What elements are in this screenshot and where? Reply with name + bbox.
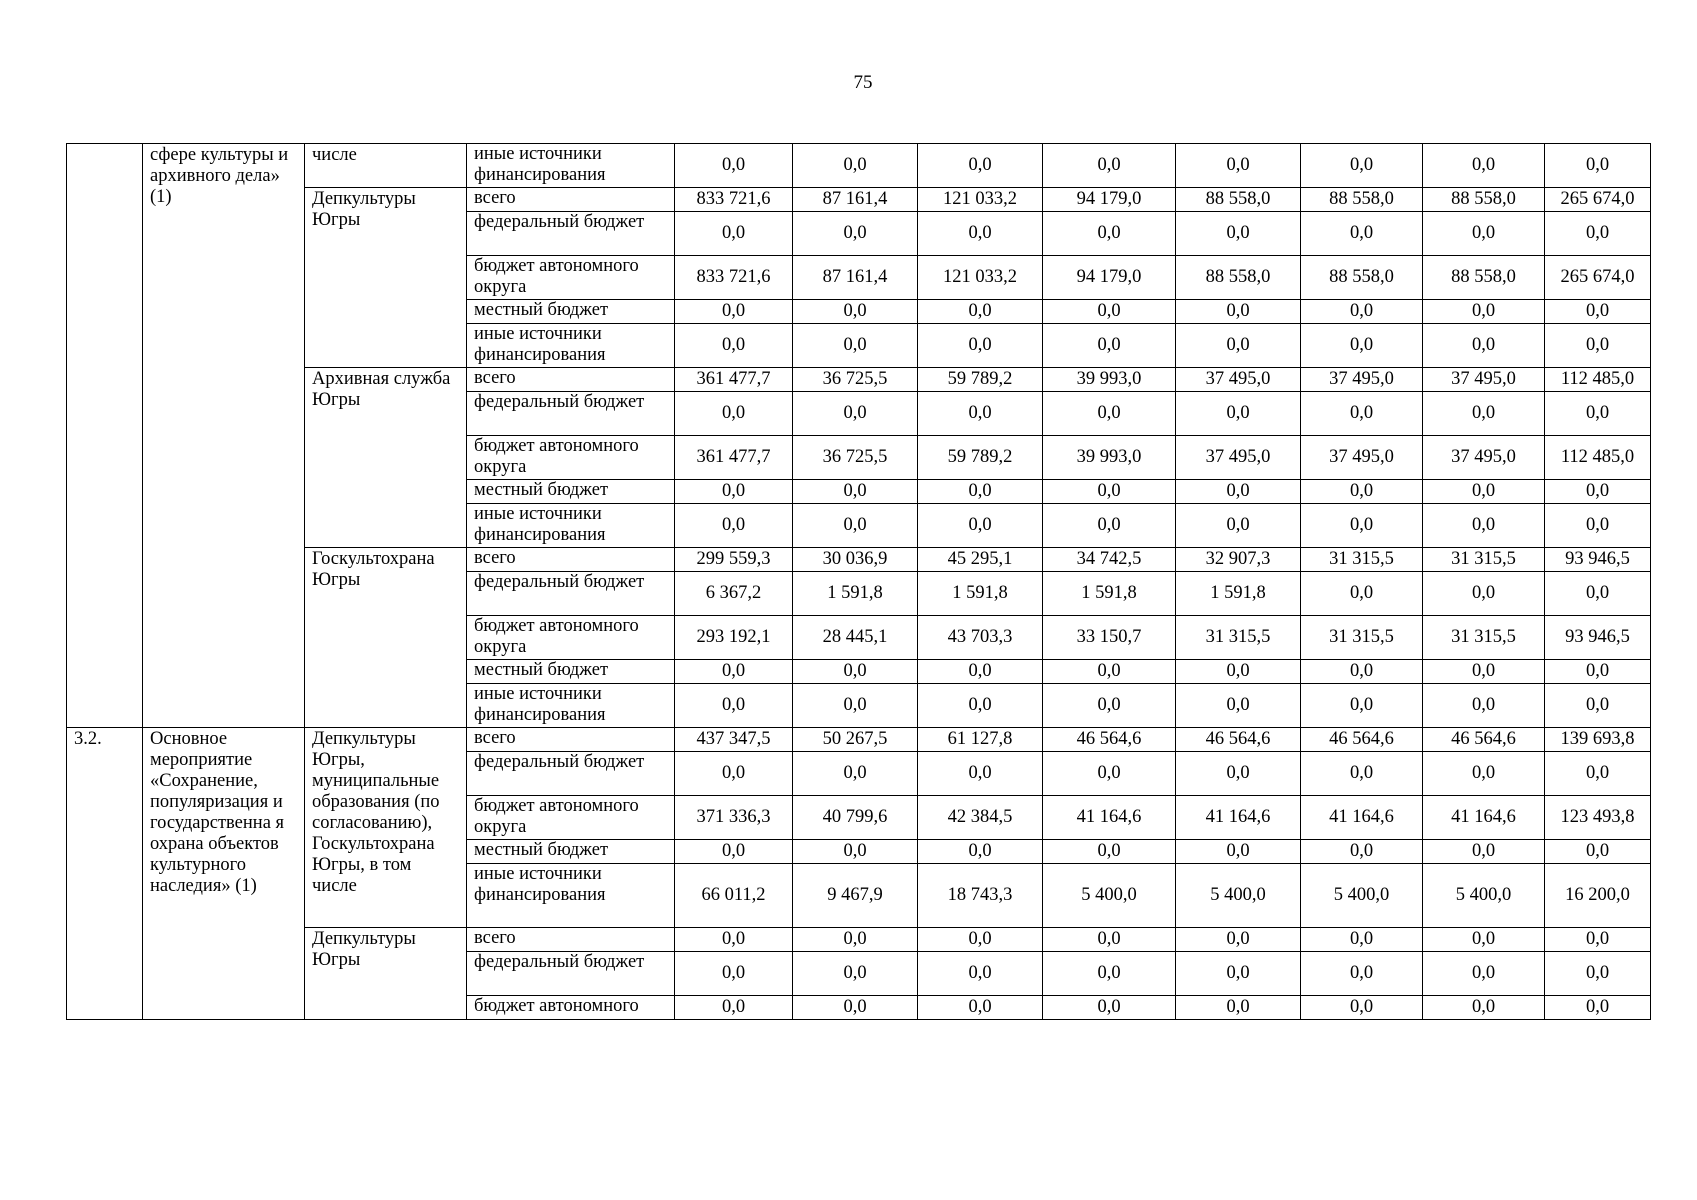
value-cell: 0,0 [1176, 480, 1301, 504]
value-cell: 45 295,1 [918, 548, 1043, 572]
financing-table [66, 143, 1651, 1020]
value-cell: 0,0 [675, 840, 793, 864]
value-cell: 0,0 [1545, 996, 1651, 1020]
value-cell: 0,0 [1545, 840, 1651, 864]
value-cell: 37 495,0 [1176, 436, 1301, 480]
source-cell: всего [467, 368, 675, 392]
table-row [67, 728, 1651, 752]
value-cell: 121 033,2 [918, 188, 1043, 212]
value-cell: 293 192,1 [675, 616, 793, 660]
value-cell: 0,0 [918, 660, 1043, 684]
value-cell: 0,0 [918, 840, 1043, 864]
value-cell: 361 477,7 [675, 368, 793, 392]
value-cell: 88 558,0 [1176, 188, 1301, 212]
value-cell: 361 477,7 [675, 436, 793, 480]
value-cell: 0,0 [1043, 324, 1176, 368]
value-cell: 33 150,7 [1043, 616, 1176, 660]
value-cell: 0,0 [918, 504, 1043, 548]
source-cell: всего [467, 728, 675, 752]
value-cell: 46 564,6 [1301, 728, 1423, 752]
value-cell: 833 721,6 [675, 188, 793, 212]
value-cell: 0,0 [1423, 480, 1545, 504]
value-cell: 0,0 [1176, 504, 1301, 548]
value-cell: 39 993,0 [1043, 436, 1176, 480]
value-cell: 0,0 [918, 392, 1043, 436]
value-cell: 0,0 [1545, 660, 1651, 684]
value-cell: 0,0 [1423, 952, 1545, 996]
table-row [67, 144, 1651, 188]
value-cell: 0,0 [918, 952, 1043, 996]
value-cell: 0,0 [1043, 840, 1176, 864]
value-cell: 93 946,5 [1545, 616, 1651, 660]
value-cell: 16 200,0 [1545, 864, 1651, 928]
value-cell: 94 179,0 [1043, 256, 1176, 300]
value-cell: 265 674,0 [1545, 188, 1651, 212]
value-cell: 37 495,0 [1301, 436, 1423, 480]
source-cell: федеральный бюджет [467, 212, 675, 256]
value-cell: 139 693,8 [1545, 728, 1651, 752]
value-cell: 37 495,0 [1423, 368, 1545, 392]
value-cell: 0,0 [1423, 684, 1545, 728]
number-cell: 3.2. [67, 728, 143, 1020]
value-cell: 66 011,2 [675, 864, 793, 928]
value-cell: 0,0 [918, 300, 1043, 324]
value-cell: 0,0 [1176, 840, 1301, 864]
value-cell: 0,0 [675, 324, 793, 368]
value-cell: 0,0 [1301, 952, 1423, 996]
value-cell: 88 558,0 [1301, 188, 1423, 212]
value-cell: 0,0 [675, 660, 793, 684]
value-cell: 0,0 [1176, 684, 1301, 728]
value-cell: 61 127,8 [918, 728, 1043, 752]
value-cell: 0,0 [1176, 996, 1301, 1020]
value-cell: 0,0 [1545, 684, 1651, 728]
value-cell: 39 993,0 [1043, 368, 1176, 392]
value-cell: 0,0 [1176, 212, 1301, 256]
source-cell: иные источники финансирования [467, 504, 675, 548]
value-cell: 31 315,5 [1423, 548, 1545, 572]
value-cell: 0,0 [675, 952, 793, 996]
value-cell: 833 721,6 [675, 256, 793, 300]
value-cell: 0,0 [1301, 572, 1423, 616]
value-cell: 0,0 [918, 212, 1043, 256]
responsible-cell: Госкультохрана Югры [305, 548, 467, 728]
value-cell: 0,0 [793, 952, 918, 996]
value-cell: 0,0 [1423, 504, 1545, 548]
value-cell: 0,0 [1545, 480, 1651, 504]
value-cell: 1 591,8 [918, 572, 1043, 616]
value-cell: 36 725,5 [793, 436, 918, 480]
value-cell: 34 742,5 [1043, 548, 1176, 572]
value-cell: 0,0 [918, 684, 1043, 728]
value-cell: 112 485,0 [1545, 436, 1651, 480]
source-cell: местный бюджет [467, 660, 675, 684]
value-cell: 0,0 [1301, 684, 1423, 728]
value-cell: 18 743,3 [918, 864, 1043, 928]
source-cell: иные источники финансирования [467, 144, 675, 188]
value-cell: 0,0 [1301, 752, 1423, 796]
value-cell: 1 591,8 [1043, 572, 1176, 616]
value-cell: 46 564,6 [1043, 728, 1176, 752]
responsible-cell: Архивная служба Югры [305, 368, 467, 548]
value-cell: 121 033,2 [918, 256, 1043, 300]
source-cell: федеральный бюджет [467, 392, 675, 436]
program-cell: сфере культуры и архивного дела» (1) [143, 144, 305, 728]
value-cell: 37 495,0 [1423, 436, 1545, 480]
source-cell: федеральный бюджет [467, 952, 675, 996]
value-cell: 36 725,5 [793, 368, 918, 392]
value-cell: 0,0 [1545, 504, 1651, 548]
source-cell: бюджет автономного [467, 996, 675, 1020]
value-cell: 0,0 [1043, 392, 1176, 436]
value-cell: 41 164,6 [1301, 796, 1423, 840]
value-cell: 0,0 [1301, 212, 1423, 256]
table-row [67, 548, 1651, 572]
value-cell: 28 445,1 [793, 616, 918, 660]
value-cell: 43 703,3 [918, 616, 1043, 660]
value-cell: 0,0 [1301, 660, 1423, 684]
value-cell: 0,0 [1423, 660, 1545, 684]
value-cell: 87 161,4 [793, 188, 918, 212]
value-cell: 0,0 [1545, 144, 1651, 188]
source-cell: местный бюджет [467, 480, 675, 504]
value-cell: 0,0 [793, 660, 918, 684]
value-cell: 112 485,0 [1545, 368, 1651, 392]
value-cell: 0,0 [1043, 144, 1176, 188]
value-cell: 41 164,6 [1176, 796, 1301, 840]
value-cell: 40 799,6 [793, 796, 918, 840]
value-cell: 0,0 [1423, 144, 1545, 188]
value-cell: 0,0 [1423, 392, 1545, 436]
value-cell: 0,0 [675, 684, 793, 728]
value-cell: 0,0 [675, 300, 793, 324]
value-cell: 46 564,6 [1423, 728, 1545, 752]
value-cell: 37 495,0 [1176, 368, 1301, 392]
value-cell: 0,0 [1043, 996, 1176, 1020]
number-cell [67, 144, 143, 728]
value-cell: 1 591,8 [1176, 572, 1301, 616]
value-cell: 0,0 [675, 212, 793, 256]
value-cell: 0,0 [793, 684, 918, 728]
value-cell: 30 036,9 [793, 548, 918, 572]
value-cell: 0,0 [1545, 212, 1651, 256]
value-cell: 31 315,5 [1176, 616, 1301, 660]
responsible-cell: Депкультуры Югры [305, 928, 467, 1020]
value-cell: 0,0 [675, 996, 793, 1020]
responsible-cell: Депкультуры Югры, муниципальные образования (по согласованию), Госкультохрана Югры, в том числе [305, 728, 467, 928]
value-cell: 0,0 [793, 144, 918, 188]
responsible-cell: числе [305, 144, 467, 188]
value-cell: 0,0 [1423, 752, 1545, 796]
value-cell: 0,0 [1043, 212, 1176, 256]
value-cell: 41 164,6 [1423, 796, 1545, 840]
source-cell: местный бюджет [467, 300, 675, 324]
table-body [67, 144, 1651, 1020]
value-cell: 0,0 [1545, 952, 1651, 996]
value-cell: 0,0 [1545, 572, 1651, 616]
value-cell: 31 315,5 [1423, 616, 1545, 660]
value-cell: 41 164,6 [1043, 796, 1176, 840]
value-cell: 31 315,5 [1301, 548, 1423, 572]
value-cell: 0,0 [1423, 300, 1545, 324]
value-cell: 0,0 [918, 996, 1043, 1020]
program-cell: Основное мероприятие «Сохранение, популяризация и государственна я охрана объектов культурного наследия» (1) [143, 728, 305, 1020]
responsible-cell: Депкультуры Югры [305, 188, 467, 368]
value-cell: 0,0 [1043, 752, 1176, 796]
value-cell: 0,0 [1423, 928, 1545, 952]
value-cell: 0,0 [793, 480, 918, 504]
value-cell: 0,0 [1176, 660, 1301, 684]
value-cell: 0,0 [1043, 660, 1176, 684]
value-cell: 0,0 [1043, 480, 1176, 504]
value-cell: 0,0 [793, 324, 918, 368]
source-cell: всего [467, 928, 675, 952]
value-cell: 0,0 [1043, 504, 1176, 548]
value-cell: 0,0 [918, 144, 1043, 188]
value-cell: 299 559,3 [675, 548, 793, 572]
value-cell: 50 267,5 [793, 728, 918, 752]
value-cell: 0,0 [1176, 952, 1301, 996]
value-cell: 0,0 [918, 324, 1043, 368]
value-cell: 0,0 [1423, 996, 1545, 1020]
value-cell: 88 558,0 [1423, 256, 1545, 300]
value-cell: 0,0 [1545, 752, 1651, 796]
table-row [67, 928, 1651, 952]
value-cell: 0,0 [1301, 928, 1423, 952]
value-cell: 0,0 [793, 212, 918, 256]
value-cell: 0,0 [793, 840, 918, 864]
value-cell: 0,0 [793, 504, 918, 548]
value-cell: 0,0 [1423, 212, 1545, 256]
value-cell: 0,0 [1301, 144, 1423, 188]
value-cell: 0,0 [1301, 392, 1423, 436]
value-cell: 0,0 [1545, 324, 1651, 368]
value-cell: 0,0 [1301, 300, 1423, 324]
value-cell: 32 907,3 [1176, 548, 1301, 572]
value-cell: 0,0 [793, 300, 918, 324]
value-cell: 0,0 [1423, 840, 1545, 864]
value-cell: 9 467,9 [793, 864, 918, 928]
value-cell: 0,0 [1176, 144, 1301, 188]
value-cell: 0,0 [1043, 952, 1176, 996]
value-cell: 0,0 [793, 996, 918, 1020]
value-cell: 0,0 [918, 480, 1043, 504]
value-cell: 0,0 [675, 928, 793, 952]
value-cell: 0,0 [1301, 996, 1423, 1020]
value-cell: 0,0 [1176, 324, 1301, 368]
source-cell: всего [467, 188, 675, 212]
value-cell: 0,0 [1176, 752, 1301, 796]
source-cell: иные источники финансирования [467, 864, 675, 928]
value-cell: 59 789,2 [918, 436, 1043, 480]
value-cell: 0,0 [1176, 300, 1301, 324]
value-cell: 0,0 [675, 504, 793, 548]
value-cell: 0,0 [793, 392, 918, 436]
value-cell: 88 558,0 [1176, 256, 1301, 300]
value-cell: 88 558,0 [1301, 256, 1423, 300]
source-cell: местный бюджет [467, 840, 675, 864]
table-row [67, 368, 1651, 392]
value-cell: 0,0 [918, 928, 1043, 952]
value-cell: 371 336,3 [675, 796, 793, 840]
value-cell: 0,0 [1545, 300, 1651, 324]
value-cell: 0,0 [793, 752, 918, 796]
page-number: 75 [853, 72, 873, 93]
value-cell: 6 367,2 [675, 572, 793, 616]
value-cell: 94 179,0 [1043, 188, 1176, 212]
value-cell: 437 347,5 [675, 728, 793, 752]
value-cell: 0,0 [1301, 480, 1423, 504]
source-cell: бюджет автономного округа [467, 436, 675, 480]
value-cell: 0,0 [675, 752, 793, 796]
value-cell: 0,0 [918, 752, 1043, 796]
source-cell: федеральный бюджет [467, 752, 675, 796]
value-cell: 5 400,0 [1423, 864, 1545, 928]
value-cell: 42 384,5 [918, 796, 1043, 840]
value-cell: 0,0 [1423, 324, 1545, 368]
value-cell: 0,0 [1301, 504, 1423, 548]
value-cell: 0,0 [1423, 572, 1545, 616]
value-cell: 88 558,0 [1423, 188, 1545, 212]
value-cell: 0,0 [675, 144, 793, 188]
value-cell: 0,0 [1176, 928, 1301, 952]
value-cell: 0,0 [1545, 928, 1651, 952]
value-cell: 0,0 [1043, 928, 1176, 952]
source-cell: федеральный бюджет [467, 572, 675, 616]
table-row [67, 188, 1651, 212]
source-cell: иные источники финансирования [467, 324, 675, 368]
value-cell: 123 493,8 [1545, 796, 1651, 840]
value-cell: 5 400,0 [1301, 864, 1423, 928]
value-cell: 265 674,0 [1545, 256, 1651, 300]
value-cell: 0,0 [1043, 684, 1176, 728]
value-cell: 0,0 [675, 392, 793, 436]
value-cell: 59 789,2 [918, 368, 1043, 392]
value-cell: 1 591,8 [793, 572, 918, 616]
source-cell: иные источники финансирования [467, 684, 675, 728]
value-cell: 37 495,0 [1301, 368, 1423, 392]
value-cell: 0,0 [1301, 324, 1423, 368]
value-cell: 31 315,5 [1301, 616, 1423, 660]
value-cell: 0,0 [1301, 840, 1423, 864]
value-cell: 93 946,5 [1545, 548, 1651, 572]
value-cell: 87 161,4 [793, 256, 918, 300]
source-cell: бюджет автономного округа [467, 616, 675, 660]
source-cell: всего [467, 548, 675, 572]
value-cell: 5 400,0 [1043, 864, 1176, 928]
value-cell: 0,0 [1545, 392, 1651, 436]
source-cell: бюджет автономного округа [467, 796, 675, 840]
value-cell: 0,0 [793, 928, 918, 952]
value-cell: 0,0 [1043, 300, 1176, 324]
source-cell: бюджет автономного округа [467, 256, 675, 300]
value-cell: 0,0 [675, 480, 793, 504]
value-cell: 46 564,6 [1176, 728, 1301, 752]
value-cell: 0,0 [1176, 392, 1301, 436]
value-cell: 5 400,0 [1176, 864, 1301, 928]
